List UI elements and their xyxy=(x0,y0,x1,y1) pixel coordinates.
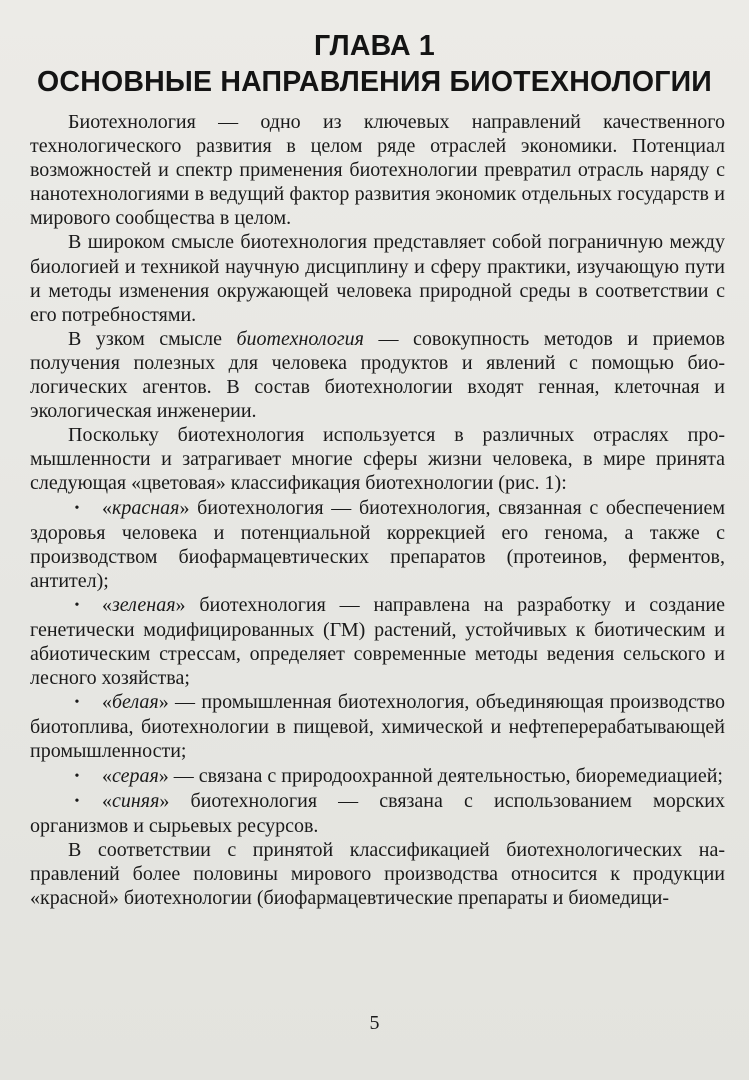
list-item-term: синяя xyxy=(112,789,160,812)
list-item-text: биотехнология — биотехнология, связанная с обеспечением здоровья человека и потенциальной коррекцией его генома, а также с производством биофармацевтических препаратов (протеинов, ферментов, антител); xyxy=(30,496,725,592)
page-number: 5 xyxy=(369,1012,380,1034)
paragraph-5: В соответствии с принятой классификацией биотехнологических направлений более половины мирового производства относится к продукции «красной» биотехнологии (биофармацевтические препараты и биомедици- xyxy=(30,838,725,909)
bullet-icon: • xyxy=(74,597,80,613)
list-item-white: • «белая» — промышленная биотехнология, объединяющая производство биотоплива, биотехнологии в пищевой, химической и нефтеперерабатывающей промышленности; xyxy=(30,691,725,763)
list-item-text: — промышленная биотехнология, объединяющая производство биотоплива, биотехнологии в пищевой, химической и нефтеперерабатывающей промышленности; xyxy=(30,691,725,763)
page-body-text xyxy=(30,110,725,910)
list-item-green: • «зеленая» биотехнология — направлена на разработку и создание генетически модифицированных (ГМ) растений, устойчивых к биотическим и абиотическим стрессам, определяет современные методы ведения сельского и лесного хозяйства; xyxy=(30,593,725,690)
bullet-icon: • xyxy=(74,768,80,784)
list-item-text: — связана с природоохранной деятельностью, биоремедиацией; xyxy=(168,764,723,787)
paragraph-1: Биотехнология — одно из ключевых направлений качественного технологического развития в целом ряде отраслей экономики. Потенциал возможностей и спектр применения биотехнологии превратил отрасль наряду с нанотехнологиями в ведущий фактор развития экономик отдельных государств и мирового сообщества в целом. xyxy=(30,111,725,230)
bullet-icon: • xyxy=(74,695,80,711)
list-item-term: белая xyxy=(112,691,159,714)
paragraph-3-prefix: В узком смысле xyxy=(68,327,237,350)
list-item-gray: • «серая» — связана с природоохранной деятельностью, биоремедиацией; xyxy=(30,764,725,789)
paragraph-3-term: биотехнология xyxy=(236,327,364,350)
list-item-text: биотехнология — связана с использованием морских организмов и сырьевых ресурсов. xyxy=(30,789,725,837)
paragraph-3-rest: — совокупность методов и приемов получения полезных для человека продуктов и явлений с помощью биологических агентов. В состав биотехнологии входят генная, клеточная и экологическая инженерии. xyxy=(30,327,725,423)
chapter-title: ОСНОВНЫЕ НАПРАВЛЕНИЯ БИОТЕХНОЛОГИИ xyxy=(37,66,712,98)
list-item-term: красная xyxy=(112,496,180,519)
chapter-number: ГЛАВА 1 xyxy=(314,30,435,62)
paragraph-3 xyxy=(30,327,725,423)
chapter-heading xyxy=(0,28,749,100)
bullet-icon: • xyxy=(74,793,80,809)
list-item-term: серая xyxy=(112,764,159,787)
list-item-red: • «красная» биотехнология — биотехнология, связанная с обеспечением здоровья человека и потенциальной коррекцией его генома, а также с производством биофармацевтических препаратов (протеинов, ферментов, антител); xyxy=(30,496,725,592)
list-item-blue: • «синяя» биотехнология — связана с использованием морских организмов и сырьевых ресурсов. xyxy=(30,789,725,837)
list-item-text: биотехнология — направлена на разработку и создание генетически модифицированных (ГМ) растений, устойчивых к биотическим и абиотическим стрессам, определяет современные методы ведения сельского и лесного хозяйства; xyxy=(30,593,725,690)
paragraph-4: Поскольку биотехнология используется в различных отраслях промышленности и затрагивает многие сферы жизни человека, в мире принята следующая «цветовая» классификация биотехнологии (рис. 1): xyxy=(30,424,725,495)
paragraph-2: В широком смысле биотехнология представляет собой пограничную между биологией и техникой научную дисциплину и сферу практики, изучающую пути и методы изменения окружающей человека природной среды в соответствии с его потребностями. xyxy=(30,231,725,326)
list-item-term: зеленая xyxy=(112,593,176,616)
bullet-icon: • xyxy=(74,500,80,516)
